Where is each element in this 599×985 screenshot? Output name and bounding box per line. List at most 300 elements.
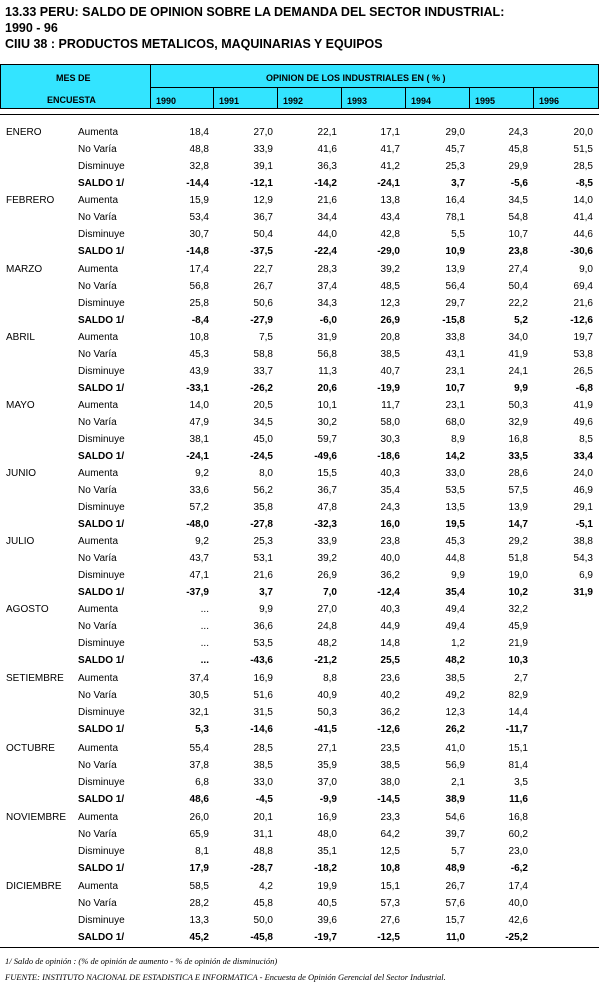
value-cell-1994: 13,9 (445, 264, 465, 275)
value-cell-1996: 28,5 (573, 161, 593, 172)
table-row (0, 261, 599, 278)
table-row (0, 158, 599, 175)
value-cell-1993: 23,3 (380, 812, 400, 823)
value-cell-1990: ... (200, 638, 209, 649)
value-cell-1993: 30,3 (380, 434, 400, 445)
value-cell-1992: 50,3 (317, 707, 337, 718)
value-cell-1995: 23,8 (508, 246, 528, 257)
table-row (0, 704, 599, 721)
value-cell-1994: 78,1 (445, 212, 465, 223)
value-cell-1996: -6,8 (575, 383, 593, 394)
value-cell-1995: 24,1 (508, 366, 528, 377)
value-cell-1996: 8,5 (579, 434, 593, 445)
table-row (0, 380, 599, 397)
value-cell-1994: 39,7 (445, 829, 465, 840)
value-cell-1990: 10,8 (189, 332, 209, 343)
value-cell-1994: 49,4 (445, 604, 465, 615)
value-cell-1992: 59,7 (317, 434, 337, 445)
value-cell-1991: -14,6 (250, 724, 273, 735)
category-label: Aumenta (78, 400, 119, 411)
value-cell-1995: 16,8 (508, 434, 528, 445)
value-cell-1992: 28,3 (317, 264, 337, 275)
category-label: Disminuye (78, 638, 125, 649)
value-cell-1996: -8,5 (575, 178, 593, 189)
table-row (0, 601, 599, 618)
value-cell-1993: 39,2 (380, 264, 400, 275)
value-cell-1995: 14,4 (508, 707, 528, 718)
value-cell-1995: 13,9 (508, 502, 528, 513)
value-cell-1992: 35,9 (317, 760, 337, 771)
value-cell-1994: 14,2 (445, 451, 465, 462)
value-cell-1992: -14,2 (314, 178, 337, 189)
value-cell-1992: 48,2 (317, 638, 337, 649)
value-cell-1990: -33,1 (186, 383, 209, 394)
value-cell-1995: 45,8 (508, 144, 528, 155)
value-cell-1996: 6,9 (579, 570, 593, 581)
category-label: Disminuye (78, 777, 125, 788)
value-cell-1995: 29,2 (508, 536, 528, 547)
value-cell-1993: 12,3 (380, 298, 400, 309)
value-cell-1993: 20,8 (380, 332, 400, 343)
category-label: Disminuye (78, 707, 125, 718)
value-cell-1994: 35,4 (445, 587, 465, 598)
value-cell-1995: 42,6 (508, 915, 528, 926)
footnote: 1/ Saldo de opinión : (% de opinión de aumento - % de opinión de disminución) (5, 956, 278, 966)
value-cell-1995: 22,2 (508, 298, 528, 309)
month-label: JULIO (6, 536, 35, 547)
table-row (0, 278, 599, 295)
value-cell-1991: 9,9 (259, 604, 273, 615)
value-cell-1990: 9,2 (195, 536, 209, 547)
month-label: JUNIO (6, 468, 36, 479)
value-cell-1990: -14,8 (186, 246, 209, 257)
value-cell-1993: 38,5 (380, 760, 400, 771)
value-cell-1995: 10,3 (508, 655, 528, 666)
value-cell-1990: 8,1 (195, 846, 209, 857)
table-row (0, 809, 599, 826)
value-cell-1994: 9,9 (451, 570, 465, 581)
category-label: No Varía (78, 553, 117, 564)
value-cell-1992: 7,0 (323, 587, 337, 598)
value-cell-1994: 56,4 (445, 281, 465, 292)
value-cell-1996: 19,7 (573, 332, 593, 343)
table-row (0, 878, 599, 895)
value-cell-1990: 48,8 (189, 144, 209, 155)
value-cell-1996: 44,6 (573, 229, 593, 240)
category-label: No Varía (78, 212, 117, 223)
value-cell-1990: 32,8 (189, 161, 209, 172)
header-bottom-rule (0, 114, 599, 115)
value-cell-1994: 10,7 (445, 383, 465, 394)
value-cell-1994: 49,2 (445, 690, 465, 701)
month-label: AGOSTO (6, 604, 49, 615)
table-row (0, 670, 599, 687)
value-cell-1991: 50,6 (253, 298, 273, 309)
header-mes: MES DE (56, 73, 91, 83)
value-cell-1991: 28,5 (253, 743, 273, 754)
value-cell-1994: 26,7 (445, 881, 465, 892)
value-cell-1993: 40,0 (380, 553, 400, 564)
year-divider (405, 87, 406, 109)
value-cell-1991: 33,9 (253, 144, 273, 155)
month-label: SETIEMBRE (6, 673, 64, 684)
value-cell-1993: 23,8 (380, 536, 400, 547)
value-cell-1994: 57,6 (445, 898, 465, 909)
category-label: No Varía (78, 281, 117, 292)
value-cell-1993: 35,4 (380, 485, 400, 496)
value-cell-1993: 38,0 (380, 777, 400, 788)
category-label: SALDO 1/ (78, 794, 125, 805)
value-cell-1994: 38,5 (445, 673, 465, 684)
value-cell-1993: 57,3 (380, 898, 400, 909)
value-cell-1995: 60,2 (508, 829, 528, 840)
year-header-1993: 1993 (347, 96, 368, 106)
value-cell-1990: -24,1 (186, 451, 209, 462)
value-cell-1992: 47,8 (317, 502, 337, 513)
value-cell-1994: 29,0 (445, 127, 465, 138)
value-cell-1990: 45,3 (189, 349, 209, 360)
year-divider (469, 87, 470, 109)
value-cell-1995: 57,5 (508, 485, 528, 496)
value-cell-1991: 50,0 (253, 915, 273, 926)
category-label: No Varía (78, 760, 117, 771)
value-cell-1990: 30,7 (189, 229, 209, 240)
table-row (0, 192, 599, 209)
table-row (0, 584, 599, 601)
value-cell-1991: 4,2 (259, 881, 273, 892)
value-cell-1996: -30,6 (570, 246, 593, 257)
value-cell-1992: 34,3 (317, 298, 337, 309)
value-cell-1994: 56,9 (445, 760, 465, 771)
value-cell-1992: 15,5 (317, 468, 337, 479)
value-cell-1991: 20,1 (253, 812, 273, 823)
value-cell-1994: 43,1 (445, 349, 465, 360)
table-row (0, 533, 599, 550)
table-row (0, 329, 599, 346)
value-cell-1992: 19,9 (317, 881, 337, 892)
category-label: Aumenta (78, 673, 119, 684)
value-cell-1996: 24,0 (573, 468, 593, 479)
value-cell-1995: 82,9 (508, 690, 528, 701)
value-cell-1993: 11,7 (381, 400, 400, 411)
category-label: SALDO 1/ (78, 178, 125, 189)
value-cell-1990: 47,9 (189, 417, 209, 428)
table-row (0, 912, 599, 929)
value-cell-1991: -45,8 (250, 932, 273, 943)
value-cell-1991: 48,8 (253, 846, 273, 857)
value-cell-1993: 40,3 (380, 468, 400, 479)
value-cell-1992: 20,6 (317, 383, 337, 394)
value-cell-1996: 20,0 (573, 127, 593, 138)
month-label: OCTUBRE (6, 743, 55, 754)
value-cell-1995: 24,3 (508, 127, 528, 138)
value-cell-1990: 18,4 (189, 127, 209, 138)
value-cell-1990: 38,1 (189, 434, 209, 445)
header-encuesta: ENCUESTA (47, 95, 96, 105)
table-subtitle: CIIU 38 : PRODUCTOS METALICOS, MAQUINARIAS Y EQUIPOS (5, 37, 383, 51)
value-cell-1994: 33,0 (445, 468, 465, 479)
category-label: No Varía (78, 349, 117, 360)
category-label: Disminuye (78, 915, 125, 926)
table-row (0, 414, 599, 431)
value-cell-1992: 16,9 (317, 812, 337, 823)
value-cell-1994: 33,8 (445, 332, 465, 343)
value-cell-1993: 40,3 (380, 604, 400, 615)
value-cell-1991: 12,9 (253, 195, 273, 206)
category-label: Aumenta (78, 264, 119, 275)
month-label: MARZO (6, 264, 43, 275)
table-row (0, 687, 599, 704)
year-divider (277, 87, 278, 109)
value-cell-1994: 19,5 (445, 519, 465, 530)
value-cell-1991: -26,2 (250, 383, 273, 394)
month-label: MAYO (6, 400, 35, 411)
table-row (0, 448, 599, 465)
value-cell-1992: -22,4 (314, 246, 337, 257)
value-cell-1996: 51,5 (573, 144, 593, 155)
category-label: Aumenta (78, 812, 119, 823)
value-cell-1991: 36,6 (253, 621, 273, 632)
value-cell-1991: 3,7 (259, 587, 273, 598)
value-cell-1992: 37,0 (317, 777, 337, 788)
value-cell-1995: 15,1 (508, 743, 528, 754)
value-cell-1996: 33,4 (573, 451, 593, 462)
value-cell-1992: -41,5 (314, 724, 337, 735)
table-row (0, 550, 599, 567)
table-row (0, 721, 599, 738)
value-cell-1990: 30,5 (189, 690, 209, 701)
value-cell-1990: 53,4 (189, 212, 209, 223)
value-cell-1994: 49,4 (445, 621, 465, 632)
value-cell-1992: -6,0 (319, 315, 337, 326)
value-cell-1995: 81,4 (508, 760, 528, 771)
month-label: ABRIL (6, 332, 35, 343)
table-row (0, 895, 599, 912)
year-divider (341, 87, 342, 109)
value-cell-1996: -5,1 (575, 519, 593, 530)
value-cell-1993: 13,8 (380, 195, 400, 206)
year-header-1992: 1992 (283, 96, 304, 106)
value-cell-1994: 5,5 (451, 229, 465, 240)
value-cell-1992: 36,3 (317, 161, 337, 172)
value-cell-1992: 11,3 (318, 366, 337, 377)
value-cell-1994: 45,3 (445, 536, 465, 547)
value-cell-1992: 39,2 (317, 553, 337, 564)
value-cell-1991: 33,7 (253, 366, 273, 377)
month-label: NOVIEMBRE (6, 812, 67, 823)
value-cell-1992: 44,0 (317, 229, 337, 240)
table-row (0, 295, 599, 312)
value-cell-1990: -8,4 (191, 315, 209, 326)
table-row (0, 774, 599, 791)
value-cell-1991: 51,6 (253, 690, 273, 701)
table-row (0, 209, 599, 226)
value-cell-1993: 58,0 (380, 417, 400, 428)
value-cell-1995: 32,2 (508, 604, 528, 615)
category-label: SALDO 1/ (78, 451, 125, 462)
table-bottom-rule (0, 947, 599, 948)
value-cell-1995: 54,8 (508, 212, 528, 223)
value-cell-1992: 56,8 (317, 349, 337, 360)
value-cell-1994: 38,9 (445, 794, 465, 805)
value-cell-1995: 50,4 (508, 281, 528, 292)
category-label: Disminuye (78, 846, 125, 857)
value-cell-1993: 10,8 (380, 863, 400, 874)
value-cell-1993: 15,1 (380, 881, 400, 892)
month-label: ENERO (6, 127, 42, 138)
value-cell-1996: 41,9 (573, 400, 593, 411)
value-cell-1992: -19,7 (314, 932, 337, 943)
category-label: No Varía (78, 690, 117, 701)
value-cell-1996: 29,1 (573, 502, 593, 513)
value-cell-1994: 48,2 (445, 655, 465, 666)
table-row (0, 740, 599, 757)
category-label: Aumenta (78, 536, 119, 547)
value-cell-1991: 31,5 (253, 707, 273, 718)
value-cell-1994: -15,8 (442, 315, 465, 326)
value-cell-1996: 14,0 (573, 195, 593, 206)
value-cell-1995: 34,0 (508, 332, 528, 343)
table-row (0, 516, 599, 533)
table-row (0, 465, 599, 482)
value-cell-1993: -18,6 (377, 451, 400, 462)
value-cell-1996: 31,9 (573, 587, 593, 598)
year-header-1994: 1994 (411, 96, 432, 106)
table-row (0, 124, 599, 141)
category-label: SALDO 1/ (78, 932, 125, 943)
table-row (0, 482, 599, 499)
year-header-1996: 1996 (539, 96, 560, 106)
value-cell-1994: 11,0 (446, 932, 465, 943)
value-cell-1991: -27,9 (250, 315, 273, 326)
table-row (0, 363, 599, 380)
value-cell-1993: 25,5 (380, 655, 400, 666)
category-label: No Varía (78, 417, 117, 428)
value-cell-1990: 26,0 (189, 812, 209, 823)
value-cell-1992: 40,5 (317, 898, 337, 909)
value-cell-1993: -12,6 (377, 724, 400, 735)
value-cell-1993: 26,9 (380, 315, 400, 326)
value-cell-1994: 23,1 (445, 400, 465, 411)
value-cell-1995: -11,7 (505, 724, 528, 735)
value-cell-1992: 40,9 (317, 690, 337, 701)
value-cell-1995: 33,5 (508, 451, 528, 462)
value-cell-1993: 44,9 (380, 621, 400, 632)
year-header-1990: 1990 (156, 96, 177, 106)
value-cell-1991: 26,7 (253, 281, 273, 292)
value-cell-1990: 56,8 (189, 281, 209, 292)
value-cell-1990: 25,8 (189, 298, 209, 309)
value-cell-1995: 41,9 (508, 349, 528, 360)
value-cell-1993: 38,5 (380, 349, 400, 360)
value-cell-1991: -12,1 (250, 178, 273, 189)
value-cell-1992: 35,1 (317, 846, 337, 857)
value-cell-1991: 7,5 (259, 332, 273, 343)
category-label: Aumenta (78, 332, 119, 343)
value-cell-1996: 9,0 (579, 264, 593, 275)
category-label: Disminuye (78, 161, 125, 172)
value-cell-1995: -6,2 (510, 863, 528, 874)
table-title-line2: 1990 - 96 (5, 21, 58, 35)
value-cell-1990: -14,4 (186, 178, 209, 189)
category-label: SALDO 1/ (78, 519, 125, 530)
value-cell-1995: 16,8 (508, 812, 528, 823)
value-cell-1994: 10,9 (445, 246, 465, 257)
value-cell-1994: 48,9 (445, 863, 465, 874)
value-cell-1994: 5,7 (451, 846, 465, 857)
value-cell-1990: 57,2 (189, 502, 209, 513)
value-cell-1991: 35,8 (253, 502, 273, 513)
value-cell-1992: 27,0 (317, 604, 337, 615)
value-cell-1991: 33,0 (253, 777, 273, 788)
value-cell-1993: 17,1 (380, 127, 400, 138)
value-cell-1990: 32,1 (189, 707, 209, 718)
value-cell-1991: 16,9 (253, 673, 273, 684)
value-cell-1992: -32,3 (314, 519, 337, 530)
category-label: No Varía (78, 621, 117, 632)
value-cell-1993: -14,5 (377, 794, 400, 805)
category-label: Aumenta (78, 468, 119, 479)
category-label: Aumenta (78, 604, 119, 615)
value-cell-1990: ... (200, 621, 209, 632)
year-divider (213, 87, 214, 109)
value-cell-1991: 53,1 (253, 553, 273, 564)
value-cell-1993: 27,6 (380, 915, 400, 926)
value-cell-1995: 5,2 (514, 315, 528, 326)
value-cell-1990: -48,0 (186, 519, 209, 530)
value-cell-1990: 58,5 (189, 881, 209, 892)
value-cell-1992: 26,9 (317, 570, 337, 581)
table-row (0, 567, 599, 584)
value-cell-1995: 45,9 (508, 621, 528, 632)
month-label: FEBRERO (6, 195, 55, 206)
value-cell-1991: -37,5 (250, 246, 273, 257)
value-cell-1992: 22,1 (317, 127, 337, 138)
table-row (0, 618, 599, 635)
value-cell-1994: 41,0 (445, 743, 465, 754)
value-cell-1993: 36,2 (380, 707, 400, 718)
category-label: Aumenta (78, 195, 119, 206)
value-cell-1995: 2,7 (514, 673, 528, 684)
value-cell-1993: 43,4 (380, 212, 400, 223)
table-row (0, 243, 599, 260)
value-cell-1993: 64,2 (380, 829, 400, 840)
value-cell-1991: -4,5 (255, 794, 273, 805)
value-cell-1996: 26,5 (573, 366, 593, 377)
category-label: Aumenta (78, 743, 119, 754)
year-divider (533, 87, 534, 109)
value-cell-1991: 36,7 (253, 212, 273, 223)
value-cell-1990: 6,8 (195, 777, 209, 788)
value-cell-1995: -25,2 (505, 932, 528, 943)
value-cell-1990: 5,3 (195, 724, 209, 735)
value-cell-1993: -12,5 (377, 932, 400, 943)
value-cell-1992: -9,9 (319, 794, 337, 805)
value-cell-1991: 45,0 (253, 434, 273, 445)
value-cell-1991: 50,4 (253, 229, 273, 240)
value-cell-1991: -43,6 (250, 655, 273, 666)
value-cell-1993: -12,4 (377, 587, 400, 598)
value-cell-1992: -21,2 (314, 655, 337, 666)
value-cell-1994: 1,2 (451, 638, 465, 649)
table-row (0, 397, 599, 414)
value-cell-1994: 68,0 (445, 417, 465, 428)
value-cell-1992: -49,6 (314, 451, 337, 462)
category-label: SALDO 1/ (78, 724, 125, 735)
value-cell-1990: 33,6 (189, 485, 209, 496)
value-cell-1995: 11,6 (509, 794, 528, 805)
table-row (0, 635, 599, 652)
